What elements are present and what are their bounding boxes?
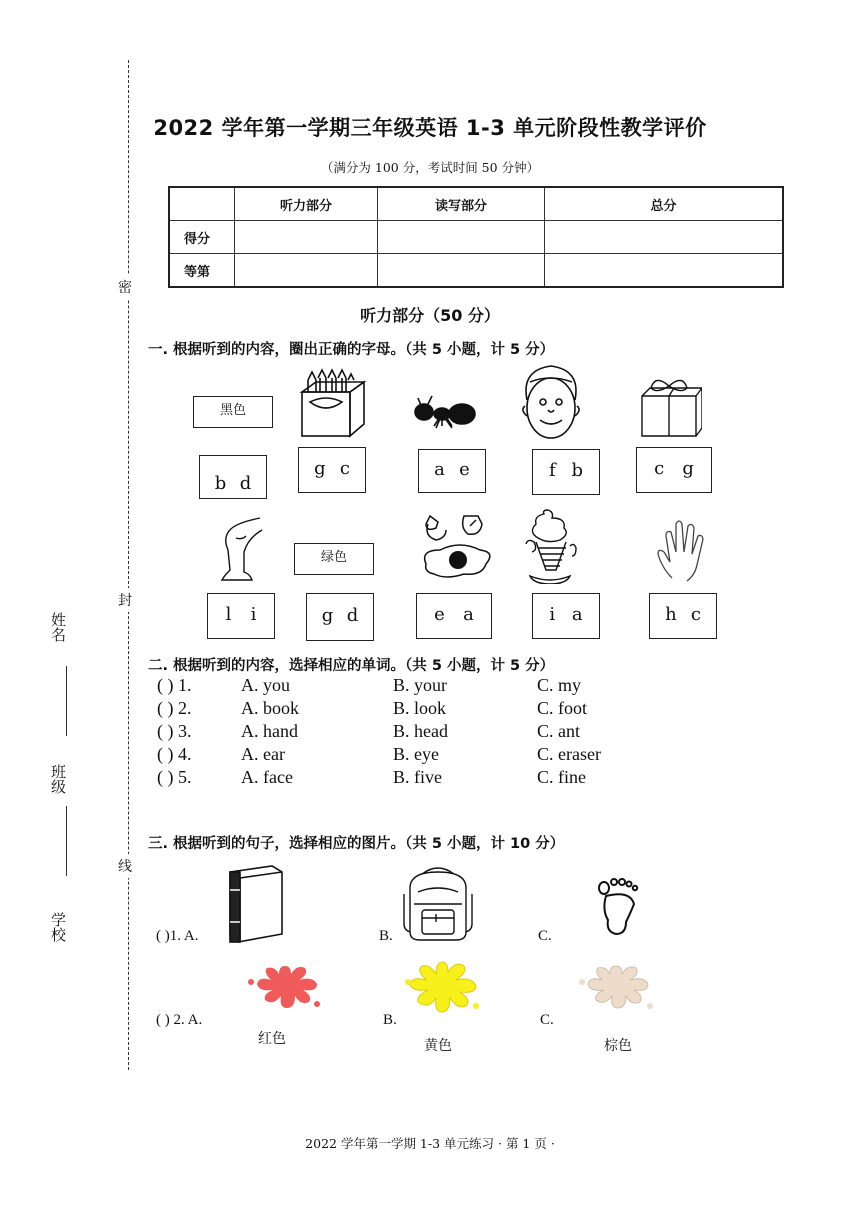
letter-box-6[interactable] — [207, 593, 275, 639]
letter-box-1[interactable] — [199, 455, 267, 499]
yellow-paint-splat-icon[interactable] — [400, 954, 484, 1024]
letter-option[interactable]: i — [250, 603, 257, 625]
q1-number-a[interactable]: ( )1. A. — [156, 928, 199, 944]
crayon-box-icon — [298, 366, 370, 440]
ice-cream-icon — [522, 506, 578, 584]
grade-cell[interactable] — [235, 254, 378, 288]
q1-option-c[interactable]: C. — [538, 928, 552, 944]
letter-option[interactable]: i — [549, 603, 556, 625]
score-table-corner — [169, 187, 235, 221]
listening-section-title: 听力部分（50 分） — [360, 306, 500, 325]
word-option[interactable]: C. foot — [537, 698, 588, 718]
word-option[interactable]: C. my — [537, 675, 582, 695]
word-option[interactable]: B. your — [393, 675, 447, 695]
brown-paint-splat-icon[interactable] — [574, 958, 658, 1022]
score-table — [168, 186, 784, 288]
score-cell[interactable] — [235, 221, 378, 254]
grade-row-label: 等第 — [169, 254, 235, 288]
part1-title: 一. 根据听到的内容，圈出正确的字母。（共 5 小题，计 5 分） — [148, 342, 555, 358]
letter-box-5[interactable] — [636, 447, 712, 493]
letter-option[interactable]: d — [239, 473, 252, 494]
part2-title: 二. 根据听到的内容，选择相应的单词。（共 5 小题，计 5 分） — [148, 658, 555, 674]
class-field-label: 班级 — [49, 764, 67, 794]
letter-option[interactable]: l — [225, 603, 232, 625]
hand-icon — [654, 516, 714, 582]
grade-cell[interactable] — [378, 254, 545, 288]
q2-number-a[interactable]: ( ) 2. A. — [156, 1012, 203, 1028]
word-option[interactable]: B. look — [393, 698, 447, 718]
letter-option[interactable]: e — [434, 603, 445, 625]
letter-option[interactable]: b — [571, 459, 584, 481]
letter-option[interactable]: a — [434, 458, 445, 480]
word-option[interactable]: C. eraser — [537, 744, 601, 764]
word-option[interactable]: A. face — [241, 767, 293, 787]
page-title: 2022 学年第一学期三年级英语 1-3 单元阶段性教学评价 — [153, 116, 707, 140]
letter-box-4[interactable] — [532, 449, 600, 495]
backpack-icon[interactable] — [400, 864, 478, 942]
letter-option[interactable]: f — [548, 459, 556, 481]
color-label-red: 红色 — [258, 1031, 286, 1047]
score-row — [169, 221, 783, 254]
letter-box-10[interactable] — [649, 593, 717, 639]
gift-box-icon — [636, 374, 702, 442]
score-header-total: 总分 — [545, 187, 784, 221]
grade-row — [169, 254, 783, 288]
letter-box-8[interactable] — [416, 593, 492, 639]
letter-option[interactable]: e — [459, 458, 470, 480]
question-number[interactable]: ( ) 4. — [157, 744, 192, 764]
q2-option-b[interactable]: B. — [383, 1012, 397, 1028]
color-word-black-box: 黑色 — [193, 396, 273, 428]
question-number[interactable]: ( ) 1. — [157, 675, 192, 695]
name-field-line[interactable] — [66, 666, 67, 736]
name-field-label: 姓名 — [49, 612, 67, 642]
word-option[interactable]: B. head — [393, 721, 448, 741]
grade-cell[interactable] — [545, 254, 784, 288]
letter-option[interactable]: d — [346, 604, 359, 626]
letter-option[interactable]: c — [654, 457, 665, 479]
ant-icon — [414, 392, 478, 438]
question-number[interactable]: ( ) 2. — [157, 698, 192, 718]
egg-icon — [418, 510, 494, 584]
question-number[interactable]: ( ) 5. — [157, 767, 192, 787]
word-option[interactable]: C. fine — [537, 767, 586, 787]
score-row-label: 得分 — [169, 221, 235, 254]
score-table-header-row — [169, 187, 783, 221]
letter-option[interactable]: a — [463, 603, 474, 625]
book-icon[interactable] — [222, 860, 288, 944]
part3-title: 三. 根据听到的句子，选择相应的图片。（共 5 小题，计 10 分） — [148, 836, 565, 852]
leg-icon — [206, 514, 266, 584]
letter-option[interactable]: c — [339, 457, 350, 479]
letter-box-7[interactable] — [306, 593, 374, 641]
letter-option[interactable]: b — [214, 473, 227, 494]
question-number[interactable]: ( ) 3. — [157, 721, 192, 741]
score-cell[interactable] — [378, 221, 545, 254]
word-option[interactable]: A. hand — [241, 721, 298, 741]
word-option[interactable]: A. ear — [241, 744, 285, 764]
score-header-reading: 读写部分 — [378, 187, 545, 221]
letter-option[interactable]: g — [314, 457, 326, 479]
word-option[interactable]: A. you — [241, 675, 290, 695]
letter-option[interactable]: g — [321, 604, 334, 626]
letter-option[interactable]: g — [682, 457, 694, 479]
color-label-yellow: 黄色 — [424, 1038, 452, 1054]
word-option[interactable]: C. ant — [537, 721, 580, 741]
color-label-brown: 棕色 — [604, 1038, 632, 1054]
binding-dashed-line — [128, 60, 129, 1070]
face-icon — [518, 360, 584, 446]
seal-char-mi: 密 — [118, 275, 132, 299]
school-field-label: 学校 — [49, 912, 67, 942]
letter-option[interactable]: c — [690, 603, 701, 625]
q2-option-c[interactable]: C. — [540, 1012, 554, 1028]
letter-box-2[interactable] — [298, 447, 366, 493]
letter-option[interactable]: h — [665, 603, 677, 625]
score-cell[interactable] — [545, 221, 784, 254]
seal-char-xian: 线 — [118, 854, 132, 878]
page-footer: 2022 学年第一学期 1-3 单元练习 · 第 1 页 · — [305, 1136, 555, 1151]
word-option[interactable]: B. eye — [393, 744, 439, 764]
letter-option[interactable]: a — [571, 603, 583, 625]
word-option[interactable]: B. five — [393, 767, 442, 787]
seal-char-feng: 封 — [118, 588, 132, 612]
letter-box-9[interactable] — [532, 593, 600, 639]
page-subtitle: （满分为 100 分，考试时间 50 分钟） — [320, 160, 540, 175]
red-paint-splat-icon[interactable] — [245, 958, 325, 1020]
q1-option-b[interactable]: B. — [379, 928, 393, 944]
score-header-listening: 听力部分 — [235, 187, 378, 221]
class-field-line[interactable] — [66, 806, 67, 876]
word-option[interactable]: A. book — [241, 698, 299, 718]
footprint-icon[interactable] — [596, 874, 640, 938]
letter-box-3[interactable] — [418, 449, 486, 493]
color-word-green-box: 绿色 — [294, 543, 374, 575]
